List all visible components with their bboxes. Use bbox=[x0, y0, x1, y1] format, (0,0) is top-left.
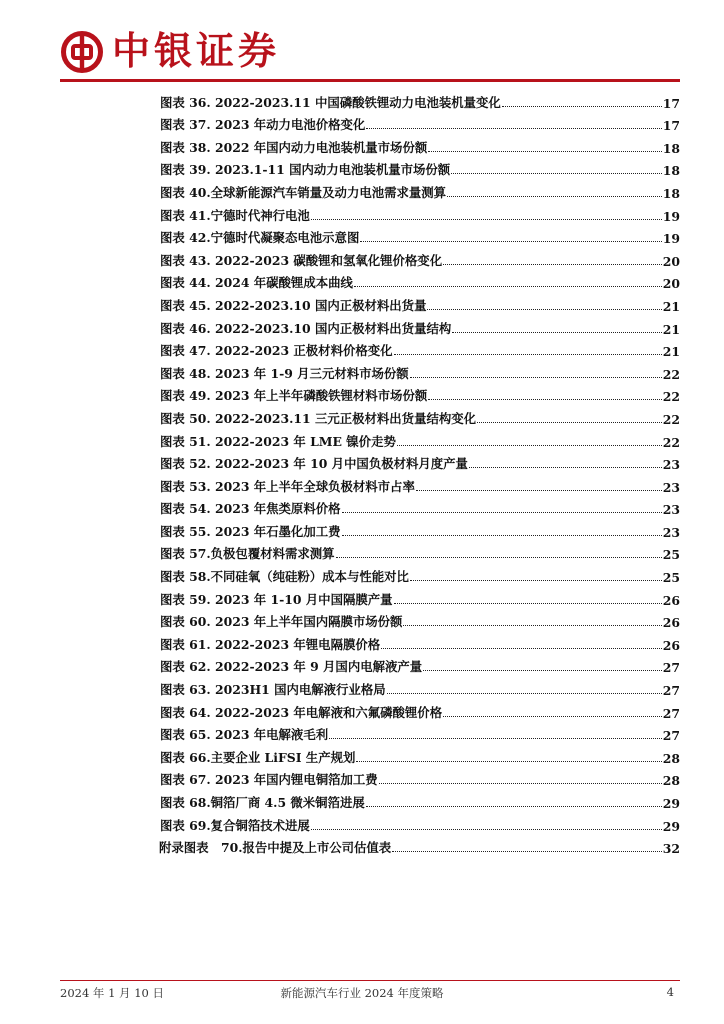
toc-entry-page: 23 bbox=[662, 524, 680, 540]
toc-entry-page: 25 bbox=[662, 570, 680, 586]
bank-of-china-logo-icon bbox=[60, 30, 104, 74]
toc-entry-page: 18 bbox=[662, 140, 680, 156]
toc-entry-title: 图表 48. 2023 年 1-9 月三元材料市场份额 bbox=[160, 365, 409, 381]
toc-entry-page: 27 bbox=[662, 705, 680, 721]
toc-dot-leader bbox=[443, 264, 662, 265]
toc-entry-page: 19 bbox=[662, 231, 680, 247]
toc-entry-page: 21 bbox=[662, 321, 680, 337]
toc-entry-title: 图表 52. 2022-2023 年 10 月中国负极材料月度产量 bbox=[160, 456, 468, 472]
toc-entry-page: 18 bbox=[662, 163, 680, 179]
toc-dot-leader bbox=[428, 151, 662, 152]
toc-entry-page: 20 bbox=[662, 276, 680, 292]
footer-date: 2024 年 1 月 10 日 bbox=[60, 986, 164, 1000]
toc-entry[interactable] bbox=[160, 495, 680, 518]
toc-dot-leader bbox=[329, 738, 662, 739]
toc-entry-title: 图表 69.复合铜箔技术进展 bbox=[160, 817, 310, 833]
toc-dot-leader bbox=[443, 716, 662, 717]
toc-entry[interactable] bbox=[160, 133, 680, 156]
toc-entry[interactable] bbox=[160, 472, 680, 495]
toc-entry-title: 图表 37. 2023 年动力电池价格变化 bbox=[160, 117, 366, 133]
toc-entry[interactable] bbox=[160, 201, 680, 224]
toc-entry[interactable] bbox=[160, 743, 680, 766]
toc-entry-title: 图表 41.宁德时代神行电池 bbox=[160, 207, 310, 223]
toc-entry[interactable] bbox=[160, 269, 680, 292]
toc-entry-page: 17 bbox=[662, 118, 680, 134]
toc-entry-title: 图表 42.宁德时代凝聚态电池示意图 bbox=[160, 230, 360, 246]
toc-entry-page: 21 bbox=[662, 344, 680, 360]
toc-entry[interactable] bbox=[160, 111, 680, 134]
toc-dot-leader bbox=[342, 512, 662, 513]
toc-dot-leader bbox=[354, 286, 662, 287]
toc-dot-leader bbox=[403, 625, 661, 626]
toc-entry[interactable] bbox=[160, 721, 680, 744]
toc-dot-leader bbox=[381, 648, 662, 649]
toc-entry-page: 18 bbox=[662, 185, 680, 201]
toc-entry-page: 20 bbox=[662, 253, 680, 269]
toc-entry[interactable] bbox=[160, 427, 680, 450]
toc-dot-leader bbox=[410, 580, 662, 581]
toc-entry[interactable] bbox=[160, 562, 680, 585]
toc-entry-page: 23 bbox=[662, 457, 680, 473]
figure-list bbox=[160, 88, 680, 856]
toc-dot-leader bbox=[311, 829, 662, 830]
brand-name: 中银证券 bbox=[112, 28, 281, 73]
toc-entry-page: 29 bbox=[662, 796, 680, 811]
toc-entry[interactable] bbox=[160, 291, 680, 314]
toc-entry[interactable] bbox=[160, 224, 680, 247]
toc-dot-leader bbox=[366, 128, 661, 129]
toc-entry-page: 26 bbox=[662, 592, 680, 608]
toc-entry-title: 图表 47. 2022-2023 正极材料价格变化 bbox=[160, 343, 393, 359]
toc-dot-leader bbox=[392, 851, 662, 852]
toc-dot-leader bbox=[447, 196, 662, 197]
toc-entry[interactable] bbox=[160, 653, 680, 676]
toc-dot-leader bbox=[394, 354, 662, 355]
toc-dot-leader bbox=[428, 399, 662, 400]
toc-dot-leader bbox=[356, 761, 661, 762]
toc-entry-title: 图表 68.铜箔厂商 4.5 微米铜箔进展 bbox=[160, 795, 365, 810]
toc-entry-title: 图表 40.全球新能源汽车销量及动力电池需求量测算 bbox=[160, 184, 447, 200]
toc-entry-title: 附录图表 70.报告中提及上市公司估值表 bbox=[159, 840, 392, 856]
toc-entry-title: 图表 54. 2023 年焦类原料价格 bbox=[160, 501, 341, 517]
toc-entry[interactable] bbox=[160, 156, 680, 179]
toc-dot-leader bbox=[394, 603, 662, 604]
toc-entry-page: 22 bbox=[662, 434, 680, 450]
toc-entry-title: 图表 62. 2022-2023 年 9 月国内电解液产量 bbox=[160, 659, 423, 675]
toc-entry[interactable] bbox=[160, 675, 680, 698]
toc-entry-title: 图表 63. 2023H1 国内电解液行业格局 bbox=[160, 682, 386, 698]
toc-entry-title: 图表 66.主要企业 LiFSI 生产规划 bbox=[160, 749, 356, 765]
toc-dot-leader bbox=[360, 241, 661, 242]
toc-entry-title: 图表 55. 2023 年石墨化加工费 bbox=[160, 523, 341, 539]
toc-dot-leader bbox=[387, 693, 662, 694]
toc-dot-leader bbox=[452, 332, 662, 333]
toc-entry[interactable] bbox=[160, 766, 680, 789]
toc-entry-title: 图表 59. 2023 年 1-10 月中国隔膜产量 bbox=[160, 591, 393, 607]
footer-report-title: 新能源汽车行业 2024 年度策略 bbox=[280, 986, 444, 1000]
header-divider bbox=[60, 79, 680, 82]
toc-entry-page: 26 bbox=[662, 637, 680, 653]
toc-entry-title: 图表 57.负极包覆材料需求测算 bbox=[160, 546, 335, 562]
toc-dot-leader bbox=[416, 490, 662, 491]
toc-entry[interactable] bbox=[160, 314, 680, 337]
toc-dot-leader bbox=[397, 445, 662, 446]
toc-dot-leader bbox=[477, 422, 662, 423]
footer-page-number: 4 bbox=[666, 985, 674, 999]
toc-entry[interactable] bbox=[160, 788, 680, 811]
toc-entry[interactable] bbox=[160, 359, 680, 382]
toc-dot-leader bbox=[342, 535, 662, 536]
toc-entry-page: 22 bbox=[662, 366, 680, 382]
toc-entry-title: 图表 65. 2023 年电解液毛利 bbox=[160, 727, 329, 743]
toc-entry[interactable] bbox=[160, 246, 680, 269]
toc-entry-page: 27 bbox=[662, 683, 680, 699]
toc-entry[interactable] bbox=[159, 834, 680, 857]
toc-entry-title: 图表 61. 2022-2023 年锂电隔膜价格 bbox=[160, 636, 381, 652]
toc-dot-leader bbox=[451, 173, 662, 174]
toc-entry[interactable] bbox=[160, 585, 680, 608]
toc-entry-page: 19 bbox=[662, 208, 680, 224]
toc-entry-title: 图表 64. 2022-2023 年电解液和六氟磷酸锂价格 bbox=[160, 704, 443, 720]
toc-entry-title: 图表 51. 2022-2023 年 LME 镍价走势 bbox=[160, 433, 396, 449]
toc-entry[interactable] bbox=[160, 178, 680, 201]
toc-entry-page: 26 bbox=[662, 615, 680, 631]
toc-entry-title: 图表 44. 2024 年碳酸锂成本曲线 bbox=[160, 275, 353, 291]
toc-entry-title: 图表 38. 2022 年国内动力电池装机量市场份额 bbox=[160, 139, 428, 155]
toc-entry-page: 21 bbox=[662, 298, 680, 314]
toc-entry[interactable] bbox=[160, 404, 680, 427]
toc-entry[interactable] bbox=[160, 698, 680, 721]
toc-entry-title: 图表 58.不同硅氧（纯硅粉）成本与性能对比 bbox=[160, 569, 409, 585]
toc-entry-title: 图表 50. 2022-2023.11 三元正极材料出货量结构变化 bbox=[160, 410, 477, 426]
toc-entry-page: 17 bbox=[662, 95, 680, 111]
toc-entry-title: 图表 49. 2023 年上半年磷酸铁锂材料市场份额 bbox=[160, 388, 428, 404]
toc-entry-page: 28 bbox=[662, 773, 680, 789]
toc-entry-page: 32 bbox=[662, 841, 680, 857]
toc-entry-page: 27 bbox=[662, 660, 680, 676]
toc-entry-page: 23 bbox=[662, 479, 680, 495]
toc-entry[interactable] bbox=[160, 337, 680, 360]
toc-dot-leader bbox=[311, 219, 662, 220]
toc-entry[interactable] bbox=[160, 382, 680, 405]
toc-dot-leader bbox=[423, 670, 662, 671]
footer-divider bbox=[60, 980, 680, 981]
toc-entry[interactable] bbox=[160, 540, 680, 563]
toc-entry-page: 29 bbox=[662, 818, 680, 834]
toc-dot-leader bbox=[366, 806, 662, 807]
toc-dot-leader bbox=[469, 467, 662, 468]
toc-entry[interactable] bbox=[160, 88, 680, 111]
toc-dot-leader bbox=[379, 783, 662, 784]
toc-entry-title: 图表 53. 2023 年上半年全球负极材料市占率 bbox=[160, 478, 415, 494]
toc-entry-page: 23 bbox=[662, 502, 680, 518]
toc-entry[interactable] bbox=[160, 517, 680, 540]
toc-entry-page: 28 bbox=[662, 750, 680, 766]
toc-entry-title: 图表 46. 2022-2023.10 国内正极材料出货量结构 bbox=[160, 320, 452, 336]
toc-entry-title: 图表 60. 2023 年上半年国内隔膜市场份额 bbox=[160, 614, 403, 630]
page-header bbox=[0, 0, 724, 90]
toc-entry[interactable] bbox=[160, 608, 680, 631]
toc-entry-title: 图表 39. 2023.1-11 国内动力电池装机量市场份额 bbox=[160, 162, 451, 178]
toc-dot-leader bbox=[410, 377, 662, 378]
toc-entry-page: 27 bbox=[662, 728, 680, 744]
toc-entry-page: 22 bbox=[662, 389, 680, 405]
toc-dot-leader bbox=[502, 106, 662, 107]
toc-entry-title: 图表 45. 2022-2023.10 国内正极材料出货量 bbox=[160, 297, 427, 313]
toc-dot-leader bbox=[427, 309, 661, 310]
toc-entry[interactable] bbox=[160, 630, 680, 653]
toc-entry-page: 22 bbox=[662, 411, 680, 427]
toc-entry-page: 25 bbox=[662, 547, 680, 563]
toc-entry[interactable] bbox=[160, 450, 680, 473]
toc-entry-title: 图表 67. 2023 年国内锂电铜箔加工费 bbox=[160, 772, 378, 788]
toc-entry-title: 图表 43. 2022-2023 碳酸锂和氢氧化锂价格变化 bbox=[160, 252, 443, 268]
toc-entry[interactable] bbox=[160, 811, 680, 834]
toc-entry-title: 图表 36. 2022-2023.11 中国磷酸铁锂动力电池装机量变化 bbox=[160, 94, 501, 110]
toc-dot-leader bbox=[336, 557, 662, 558]
